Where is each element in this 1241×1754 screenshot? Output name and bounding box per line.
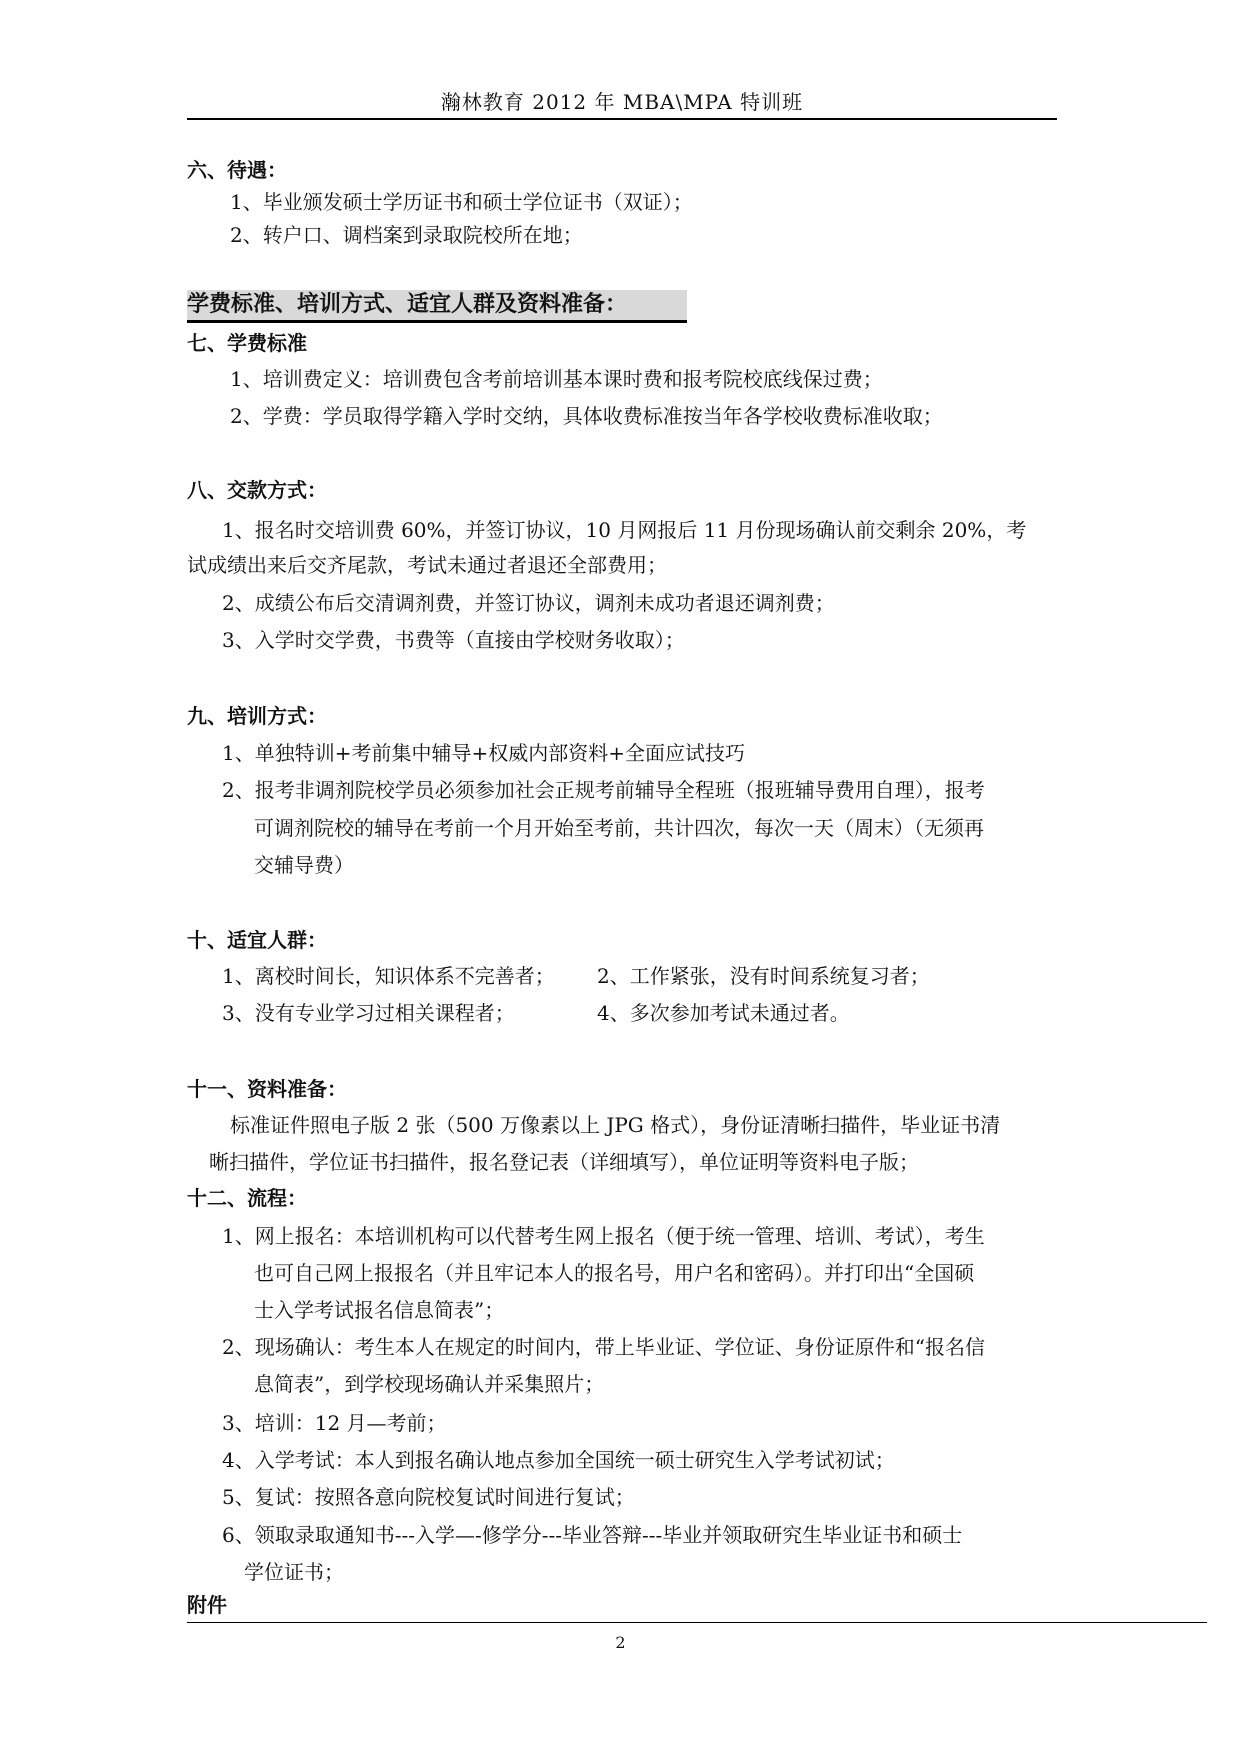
section-9-heading: 九、培训方式： <box>187 704 327 728</box>
section-7-item-2: 2、学费：学员取得学籍入学时交纳，具体收费标准按当年各学校收费标准收取； <box>230 404 943 428</box>
section-12-line-2: 也可自己网上报报名（并且牢记本人的报名号，用户名和密码）。并打印出“全国硕 <box>254 1261 975 1285</box>
section-12-line-1: 1、网上报名：本培训机构可以代替考生网上报名（便于统一管理、培训、考试），考生 <box>222 1224 985 1248</box>
header-divider <box>187 118 1057 120</box>
section-11-line-1: 标准证件照电子版 2 张（500 万像素以上 JPG 格式），身份证清晰扫描件，毕业证书清 <box>230 1113 1001 1137</box>
section-12-heading: 十二、流程： <box>187 1186 307 1210</box>
section-6-item-1: 1、毕业颁发硕士学历证书和硕士学位证书（双证）； <box>230 190 693 214</box>
attachment-label: 附件 <box>187 1593 227 1617</box>
section-12-line-4: 2、现场确认：考生本人在规定的时间内，带上毕业证、学位证、身份证原件和“报名信 <box>222 1335 985 1359</box>
section-9-line-1: 1、单独特训+考前集中辅导+权威内部资料+全面应试技巧 <box>222 741 745 765</box>
section-12-line-7: 4、入学考试：本人到报名确认地点参加全国统一硕士研究生入学考试初试； <box>222 1448 895 1472</box>
section-7-heading: 七、学费标准 <box>187 331 307 355</box>
section-10-item-4: 4、多次参加考试未通过者。 <box>597 1001 850 1025</box>
section-banner-text: 学费标准、培训方式、适宜人群及资料准备： <box>187 292 628 317</box>
section-8-line-2: 试成绩出来后交齐尾款，考试未通过者退还全部费用； <box>187 553 667 577</box>
section-10-item-2: 2、工作紧张，没有时间系统复习者； <box>597 964 930 988</box>
section-7-item-1: 1、培训费定义：培训费包含考前培训基本课时费和报考院校底线保过费； <box>230 367 883 391</box>
section-8-line-3: 2、成绩公布后交清调剂费，并签订协议，调剂未成功者退还调剂费； <box>222 591 835 615</box>
section-12-line-8: 5、复试：按照各意向院校复试时间进行复试； <box>222 1485 635 1509</box>
section-11-line-2: 晰扫描件，学位证书扫描件，报名登记表（详细填写），单位证明等资料电子版； <box>209 1150 919 1174</box>
page-header-title: 瀚林教育 2012 年 MBA\MPA 特训班 <box>440 90 804 114</box>
section-8-line-4: 3、入学时交学费，书费等（直接由学校财务收取）； <box>222 628 685 652</box>
section-10-item-3: 3、没有专业学习过相关课程者； <box>222 1001 515 1025</box>
section-9-line-2: 2、报考非调剂院校学员必须参加社会正规考前辅导全程班（报班辅导费用自理），报考 <box>222 778 985 802</box>
section-9-line-3: 可调剂院校的辅导在考前一个月开始至考前，共计四次，每次一天（周末）（无须再 <box>254 816 984 840</box>
section-banner <box>187 290 687 323</box>
section-12-line-3: 士入学考试报名信息简表”； <box>254 1298 505 1322</box>
section-12-line-9: 6、领取录取通知书---入学—-修学分---毕业答辩---毕业并领取研究生毕业证书和硕士 <box>222 1523 963 1547</box>
section-8-heading: 八、交款方式： <box>187 478 327 502</box>
section-10-heading: 十、适宜人群： <box>187 928 327 952</box>
section-6-item-2: 2、转户口、调档案到录取院校所在地； <box>230 223 583 247</box>
section-11-heading: 十一、资料准备： <box>187 1077 347 1101</box>
section-6-heading: 六、待遇： <box>187 158 287 182</box>
section-12-line-6: 3、培训：12 月—考前； <box>222 1411 447 1435</box>
section-12-line-10: 学位证书； <box>244 1560 344 1584</box>
footer-divider <box>187 1622 1207 1623</box>
section-8-line-1: 1、报名时交培训费 60%，并签订协议，10 月网报后 11 月份现场确认前交剩余 20%，考 <box>222 518 1027 542</box>
section-9-line-4: 交辅导费） <box>254 853 354 877</box>
page-number: 2 <box>615 1633 626 1652</box>
section-10-item-1: 1、离校时间长，知识体系不完善者； <box>222 964 555 988</box>
section-12-line-5: 息简表”，到学校现场确认并采集照片； <box>254 1372 605 1396</box>
